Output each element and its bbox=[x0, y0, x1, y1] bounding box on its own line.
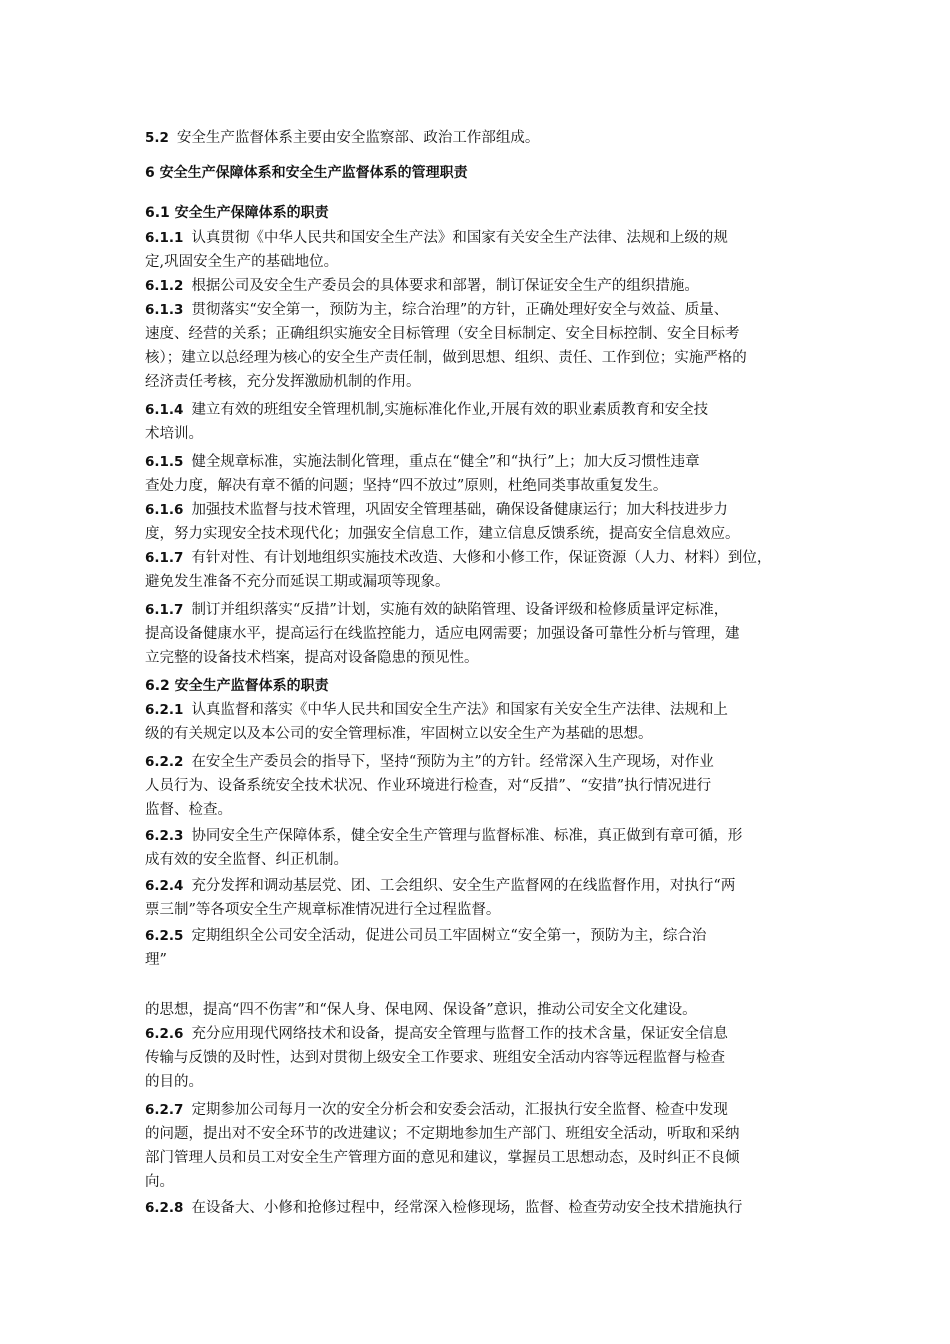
clause-text: 定期参加公司每月一次的安全分析会和安委会活动，汇报执行安全监督、检查中发现 bbox=[191, 1102, 728, 1118]
clause-text: 制订并组织落实“反措”计划，实施有效的缺陷管理、设备评级和检修质量评定标准， bbox=[191, 602, 729, 618]
clause-number: 6.1.7 bbox=[145, 550, 184, 566]
clause-text: 建立有效的班组安全管理机制,实施标准化作业,开展有效的职业素质教育和安全技 bbox=[191, 402, 709, 418]
clause-number: 6.2.5 bbox=[145, 928, 184, 944]
clause-text: 安全生产监督体系主要由安全监察部、政治工作部组成。 bbox=[176, 130, 540, 146]
paragraph-6-1-7-cont: 避免发生准备不充分而延误工期或漏项等现象。 bbox=[145, 574, 450, 590]
clause-text: 认真贯彻《中华人民共和国安全生产法》和国家有关安全生产法律、法规和上级的规 bbox=[191, 230, 728, 246]
paragraph-6-1-2 bbox=[145, 274, 699, 298]
paragraph-6-1-5 bbox=[145, 450, 700, 474]
paragraph-6-2-5-cont: 的思想，提高“四不伤害”和“保人身、保电网、保设备”意识，推动公司安全文化建设。 bbox=[145, 1002, 697, 1018]
clause-text: 充分应用现代网络技术和设备，提高安全管理与监督工作的技术含量，保证安全信息 bbox=[191, 1026, 728, 1042]
clause-number: 6.2.4 bbox=[145, 878, 184, 894]
paragraph-6-1-1 bbox=[145, 226, 728, 250]
clause-text: 加强技术监督与技术管理，巩固安全管理基础，确保设备健康运行；加大科技进步力 bbox=[191, 502, 728, 518]
paragraph-6-2-3 bbox=[145, 824, 742, 848]
clause-text: 在安全生产委员会的指导下，坚持“预防为主”的方针。经常深入生产现场，对作业 bbox=[191, 754, 714, 770]
clause-number: 6.1.7 bbox=[145, 602, 184, 618]
clause-number: 6.1.1 bbox=[145, 230, 184, 246]
paragraph-5-2 bbox=[145, 126, 539, 150]
clause-number: 6.2.3 bbox=[145, 828, 184, 844]
clause-text: 协同安全生产保障体系，健全安全生产管理与监督标准、标准，真正做到有章可循，形 bbox=[191, 828, 743, 844]
paragraph-6-2-7 bbox=[145, 1098, 728, 1122]
paragraph-6-2-7-cont: 部门管理人员和员工对安全生产管理方面的意见和建议，掌握员工思想动态，及时纠正不良倾 bbox=[145, 1150, 740, 1166]
paragraph-6-1-7b bbox=[145, 598, 728, 622]
clause-text: 根据公司及安全生产委员会的具体要求和部署，制订保证安全生产的组织措施。 bbox=[191, 278, 699, 294]
paragraph-6-2-4 bbox=[145, 874, 735, 898]
paragraph-6-2-2-cont: 人员行为、设备系统安全技术状况、作业环境进行检查，对“反措”、“安措”执行情况进行 bbox=[145, 778, 712, 794]
clause-number: 5.2 bbox=[145, 130, 169, 146]
paragraph-6-2-1 bbox=[145, 698, 728, 722]
heading-6: 6 安全生产保障体系和安全生产监督体系的管理职责 bbox=[145, 165, 468, 181]
paragraph-6-1-6-cont: 度，努力实现安全技术现代化；加强安全信息工作，建立信息反馈系统，提高安全信息效应。 bbox=[145, 526, 740, 542]
paragraph-6-1-5-cont: 查处力度，解决有章不循的问题；坚持“四不放过”原则，杜绝同类事故重复发生。 bbox=[145, 478, 668, 494]
clause-number: 6.2.7 bbox=[145, 1102, 184, 1118]
paragraph-6-1-1-cont: 定,巩固安全生产的基础地位。 bbox=[145, 254, 339, 270]
clause-text: 认真监督和落实《中华人民共和国安全生产法》和国家有关安全生产法律、法规和上 bbox=[191, 702, 728, 718]
clause-number: 6.1.3 bbox=[145, 302, 184, 318]
heading-6-2: 6.2 安全生产监督体系的职责 bbox=[145, 678, 329, 694]
paragraph-6-1-4-cont: 术培训。 bbox=[145, 426, 203, 442]
paragraph-6-2-6-cont: 传输与反馈的及时性，达到对贯彻上级安全工作要求、班组安全活动内容等远程监督与检查 bbox=[145, 1050, 725, 1066]
clause-number: 6.2.6 bbox=[145, 1026, 184, 1042]
clause-number: 6.2.2 bbox=[145, 754, 184, 770]
paragraph-6-2-4-cont: 票三制”等各项安全生产规章标准情况进行全过程监督。 bbox=[145, 902, 501, 918]
paragraph-6-1-4 bbox=[145, 398, 708, 422]
clause-number: 6.1.5 bbox=[145, 454, 184, 470]
paragraph-6-2-8 bbox=[145, 1196, 742, 1220]
paragraph-6-2-5 bbox=[145, 924, 706, 948]
clause-text: 充分发挥和调动基层党、团、工会组织、安全生产监督网的在线监督作用，对执行“两 bbox=[191, 878, 736, 894]
paragraph-6-1-3-cont: 经济责任考核，充分发挥激励机制的作用。 bbox=[145, 374, 421, 390]
clause-number: 6.1.4 bbox=[145, 402, 184, 418]
clause-text: 在设备大、小修和抢修过程中，经常深入检修现场，监督、检查劳动安全技术措施执行 bbox=[191, 1200, 743, 1216]
clause-text: 有针对性、有计划地组织实施技术改造、大修和小修工作，保证资源（人力、材料）到位， bbox=[191, 550, 772, 566]
paragraph-6-2-7-cont: 的问题，提出对不安全环节的改进建议；不定期地参加生产部门、班组安全活动，听取和采纳 bbox=[145, 1126, 740, 1142]
clause-text: 定期组织全公司安全活动，促进公司员工牢固树立“安全第一，预防为主，综合治 bbox=[191, 928, 707, 944]
paragraph-6-2-2 bbox=[145, 750, 714, 774]
paragraph-6-2-3-cont: 成有效的安全监督、纠正机制。 bbox=[145, 852, 348, 868]
clause-number: 6.1.6 bbox=[145, 502, 184, 518]
paragraph-6-2-7-cont: 向。 bbox=[145, 1174, 174, 1190]
paragraph-6-1-3-cont: 速度、经营的关系；正确组织实施安全目标管理（安全目标制定、安全目标控制、安全目标考 bbox=[145, 326, 740, 342]
paragraph-6-2-1-cont: 级的有关规定以及本公司的安全管理标准，牢固树立以安全生产为基础的思想。 bbox=[145, 726, 653, 742]
paragraph-6-1-3-cont: 核）；建立以总经理为核心的安全生产责任制，做到思想、组织、责任、工作到位；实施严格的 bbox=[145, 350, 747, 366]
clause-text: 贯彻落实“安全第一，预防为主，综合治理”的方针，正确处理好安全与效益、质量、 bbox=[191, 302, 729, 318]
paragraph-6-2-6-cont: 的目的。 bbox=[145, 1074, 203, 1090]
paragraph-6-1-3 bbox=[145, 298, 728, 322]
clause-text: 健全规章标准，实施法制化管理，重点在“健全”和“执行”上；加大反习惯性违章 bbox=[191, 454, 700, 470]
clause-number: 6.2.8 bbox=[145, 1200, 184, 1216]
paragraph-6-2-2-cont: 监督、检查。 bbox=[145, 802, 232, 818]
paragraph-6-1-6 bbox=[145, 498, 728, 522]
paragraph-6-1-7 bbox=[145, 546, 771, 570]
paragraph-6-1-7b-cont: 提高设备健康水平，提高运行在线监控能力，适应电网需要；加强设备可靠性分析与管理，建 bbox=[145, 626, 740, 642]
clause-number: 6.1.2 bbox=[145, 278, 184, 294]
clause-number: 6.2.1 bbox=[145, 702, 184, 718]
paragraph-6-2-6 bbox=[145, 1022, 728, 1046]
paragraph-6-1-7b-cont: 立完整的设备技术档案，提高对设备隐患的预见性。 bbox=[145, 650, 479, 666]
heading-6-1: 6.1 安全生产保障体系的职责 bbox=[145, 205, 329, 221]
paragraph-6-2-5-cont: 理” bbox=[145, 952, 167, 968]
